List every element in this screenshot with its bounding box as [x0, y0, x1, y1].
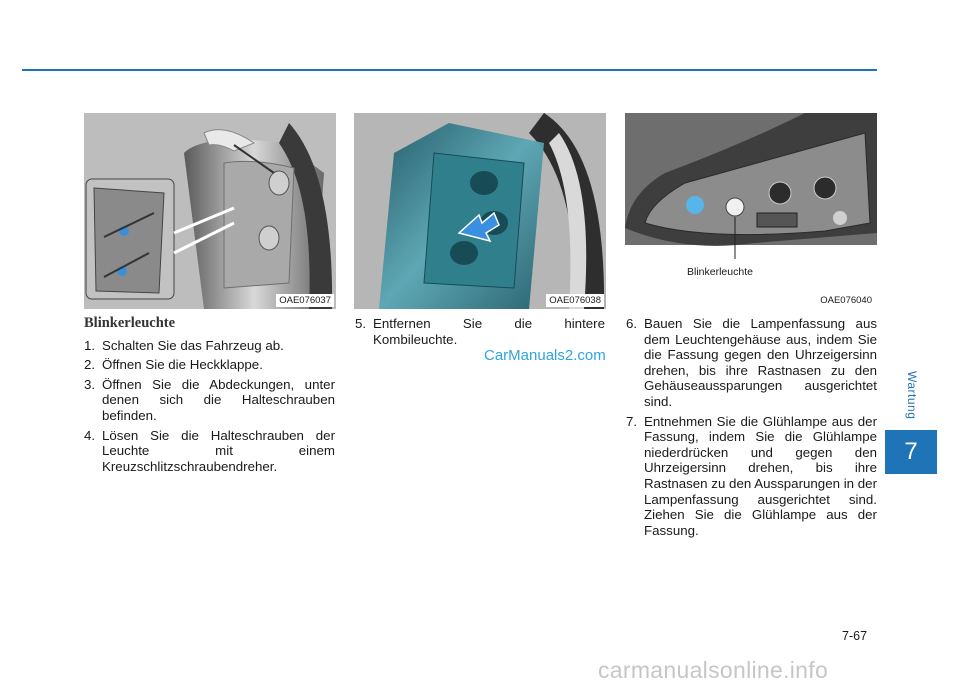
- figure-code: OAE076040: [817, 294, 875, 307]
- step-text: Entnehmen Sie die Glühlampe aus der Fassung, indem Sie die Glühlampe niederdrücken und gegen den Uhrzeigersinn drehen, bis ihre Rastnasen zu den Aussparungen in der Lampenfassung ausgerichtet sind. Ziehen Sie die Glühlampe aus der Fassung.: [644, 413, 877, 538]
- figure-code: OAE076038: [546, 294, 604, 307]
- instructions-column-2: [355, 316, 605, 351]
- figure-lamp-housing: [625, 113, 877, 309]
- footer-watermark[interactable]: carmanualsonline.info: [598, 657, 829, 683]
- figure-combination-lamp: [354, 113, 606, 309]
- step-number: 3.: [84, 376, 96, 392]
- figure-callout-label: Blinkerleuchte: [687, 266, 753, 278]
- lamp-housing-illustration: [625, 113, 877, 309]
- step-item: [84, 338, 335, 354]
- instructions-column-1: [84, 316, 335, 478]
- chapter-number-badge: 7: [885, 430, 937, 474]
- header-rule: [22, 69, 877, 71]
- step-item: [626, 316, 877, 410]
- page-number: 7-67: [842, 629, 868, 643]
- step-text: Öffnen Sie die Abdeckungen, unter denen sich die Halteschrauben befinden.: [102, 376, 335, 423]
- step-number: 6.: [626, 316, 638, 331]
- step-number: 5.: [355, 316, 367, 331]
- step-item: [84, 377, 335, 424]
- combination-lamp-illustration: [354, 113, 606, 309]
- step-item: [355, 316, 605, 347]
- section-tab-label: Wartung: [905, 370, 919, 420]
- step-item: [84, 428, 335, 475]
- figure-tailgate-cover: [84, 113, 336, 309]
- step-number: 1.: [84, 337, 96, 353]
- step-number: 2.: [84, 357, 96, 373]
- step-number: 7.: [626, 413, 638, 429]
- step-text: Öffnen Sie die Heckklappe.: [102, 357, 263, 373]
- step-text: Schalten Sie das Fahrzeug ab.: [102, 337, 284, 353]
- watermark-link[interactable]: CarManuals2.com: [484, 347, 606, 364]
- instructions-column-3: [626, 316, 877, 542]
- step-item: [84, 357, 335, 373]
- tailgate-cover-illustration: [84, 113, 336, 309]
- step-number: 4.: [84, 427, 96, 443]
- section-heading: Blinkerleuchte: [84, 315, 176, 331]
- step-text: Entfernen Sie die hintere Kombileuchte.: [373, 316, 605, 347]
- step-text: Bauen Sie die Lampenfassung aus dem Leuchtengehäuse aus, indem Sie die Fassung gegen den Uhrzeigersinn drehen, bis ihre Rastnasen zu den Gehäuseaussparungen ausgerichtet sind.: [644, 316, 877, 409]
- step-text: Lösen Sie die Halteschrauben der Leuchte mit einem Kreuzschlitzschraubendreher.: [102, 427, 335, 474]
- step-item: [626, 414, 877, 539]
- figure-code: OAE076037: [276, 294, 334, 307]
